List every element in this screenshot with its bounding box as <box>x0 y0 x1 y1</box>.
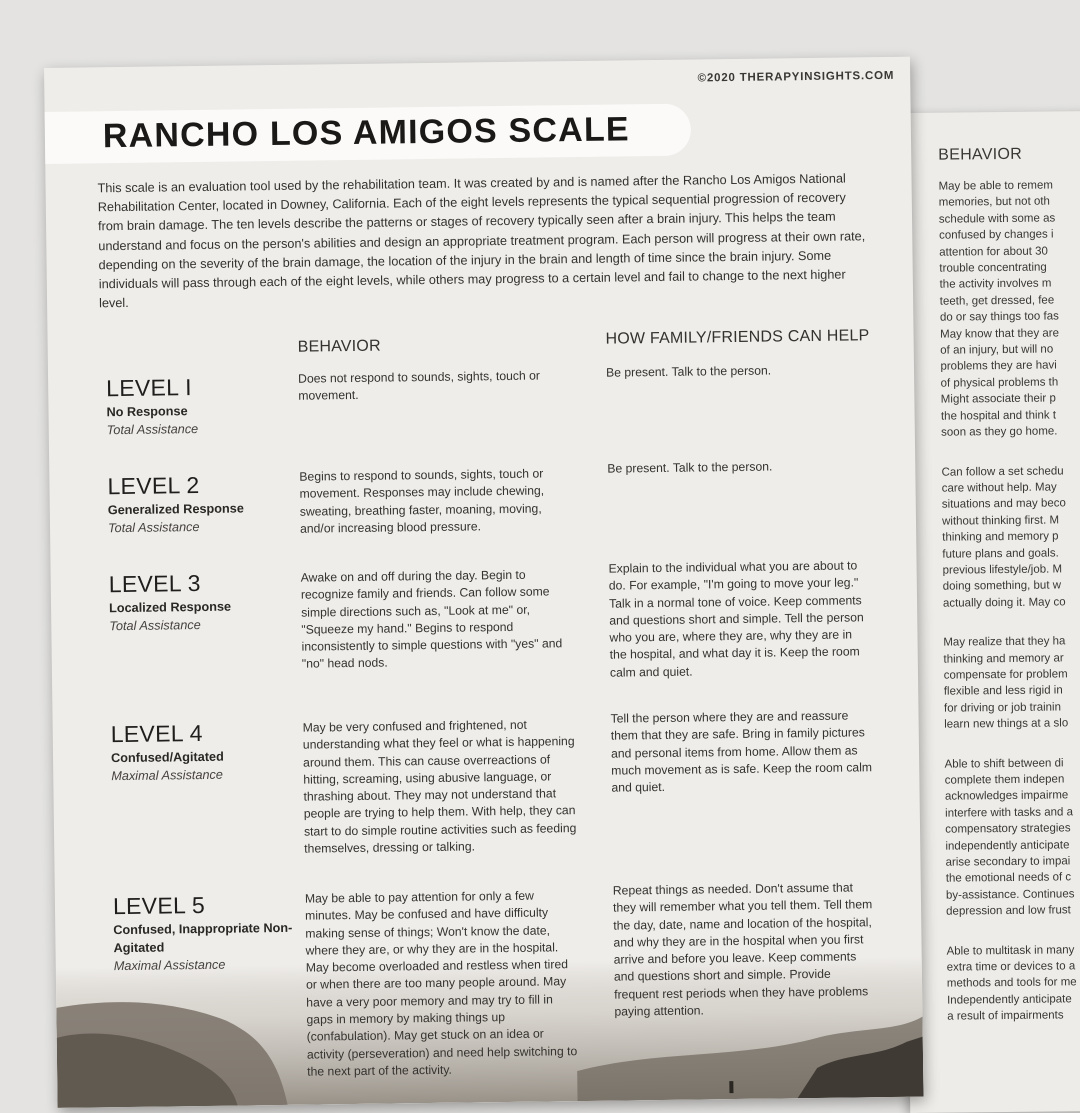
level-5-behavior: May be able to pay attention for only a few minutes. May be confused and have difficulty making sense of things; Won't know the date, where they are, or why they are in the hospital. May become overloaded and restless when tired or when there are too many people around. May have a very poor memory and may try to fill in gaps in memory by making things up (confabulation). May get stuck on an idea or activity (perseveration) and need help switching to the next part of the activity. <box>304 888 578 1079</box>
copyright-notice: ©2020 THERAPYINSIGHTS.COM <box>697 69 895 85</box>
level-3-help: Explain to the individual what you are about to do. For example, "I'm going to move your leg." Talk in a normal tone of voice. Keep comments and questions short and simple. Tell the person who you are, where they are, why they are in the hospital, and what day it is. Keep the room calm and quiet. <box>608 558 864 680</box>
level-assistance: Total Assistance <box>109 617 201 634</box>
level-title: LEVEL 5 <box>112 891 206 920</box>
level-1-label <box>106 373 307 440</box>
back-paragraph: May realize that they ha thinking and memory ar compensate for problem flexible and less rigid in for driving or job trainin learn new things at a slo <box>943 635 1069 731</box>
level-name: Generalized Response <box>107 501 244 518</box>
level-assistance: Total Assistance <box>106 422 199 438</box>
back-paragraph: May be able to remem memories, but not oth schedule with some as confused by changes i attention for about 30 trouble concentrating the activity involves m teeth, get dressed, fee do or say things too fas May know that they are of an injury, but will no problems they are havi of physical problems th Might associate their p the hospital and think t soon as they go home. <box>938 179 1060 439</box>
level-name: Confused, Inappropriate Non-Agitated <box>113 920 293 956</box>
level-2-behavior: Begins to respond to sounds, sights, touch or movement. Responses may include chewing, sweating, breathing faster, moaning, moving, and/or increasing blood pressure. <box>299 466 545 536</box>
level-3-behavior: Awake on and off during the day. Begin to recognize family and friends. Can follow some simple directions such as, "Look at me" or, "Squeeze my hand." Begins to respond inconsistently to simple questions with "yes" and "no" head nods. <box>300 567 563 672</box>
level-1-behavior: Does not respond to sounds, sights, touch or movement. <box>297 368 541 403</box>
background-page <box>900 111 1080 1113</box>
level-title: LEVEL 4 <box>110 719 203 748</box>
level-assistance: Total Assistance <box>107 520 200 536</box>
level-title: LEVEL 2 <box>107 472 200 500</box>
behavior-column-header: BEHAVIOR <box>297 337 381 356</box>
level-2-label <box>107 471 308 538</box>
back-paragraph: Able to shift between di complete them indepen acknowledges impairme interfere with tasks and a compensatory strategies independently anticipate arise secondary to impai the emotional needs of c by-assistance. Continues depression and low frust <box>944 756 1075 918</box>
level-name: No Response <box>106 404 188 420</box>
level-1-help: Be present. Talk to the person. <box>605 363 772 380</box>
level-assistance: Maximal Assistance <box>111 767 223 784</box>
back-paragraph: Can follow a set schedu care without help. May situations and may beco without thinking first. M thinking and memory p future plans and goals. previous lifestyle/job. M doing something, but w actually doing it. May co <box>941 464 1066 610</box>
back-paragraph: Able to multitask in many extra time or devices to a methods and tools for me Independently anticipate a result of impairments <box>946 943 1077 1023</box>
level-2-help: Be present. Talk to the person. <box>607 459 773 476</box>
intro-paragraph: This scale is an evaluation tool used by the rehabilitation team. It was created by and is named after the Rancho Los Amigos National Rehabilitation Center, located in Downey, California. Each of the eight levels represents the typical sequential progression of recovery from brain damage. The ten levels describe the patterns or stages of recovery typically seen after a brain injury. This helps the team understand and focus on the person's abilities and design an appropriate treatment program. Each person will progress at their own rate, depending on the severity of the brain damage, the location of the injury in the brain and length of time since the brain injury. Some individuals will pass through each of the eight levels, while others may progress to a certain level and fail to change to the next higher level. <box>97 171 866 311</box>
level-5-help: Repeat things as needed. Don't assume that they will remember what you tell them. Tell them the day, date, name and location of the hospital, and why they are in the hospital when you first arrive and before you leave. Keep comments and questions short and simple. Provide frequent rest periods when they have problems paying attention. <box>612 880 873 1019</box>
level-4-label <box>111 719 312 786</box>
level-4-help: Tell the person where they are and reassure them that they are safe. Bring in family pictures and personal items from home. Allow them as much movement as is safe. Keep the room calm and quiet. <box>610 708 873 795</box>
help-column-header: HOW FAMILY/FRIENDS CAN HELP <box>605 327 870 348</box>
page-title: RANCHO LOS AMIGOS SCALE <box>102 110 631 156</box>
level-title: LEVEL 3 <box>108 569 201 598</box>
level-3-label <box>109 569 310 636</box>
back-behavior-heading: BEHAVIOR <box>938 145 1023 164</box>
handout-sheet <box>44 57 924 1108</box>
level-4-behavior: May be very confused and frightened, not understanding what they feel or what is happening around them. This can cause overreactions of hitting, screaming, using abusive language, or thrashing about. They may not understand that people are trying to help them. With help, they can start to do simple routine activities such as feeding themselves, dressing or talking. <box>302 717 577 856</box>
level-assistance: Maximal Assistance <box>113 957 226 974</box>
level-name: Localized Response <box>108 599 232 616</box>
level-name: Confused/Agitated <box>110 749 224 766</box>
level-5-label <box>113 891 314 976</box>
level-title: LEVEL I <box>106 374 193 402</box>
